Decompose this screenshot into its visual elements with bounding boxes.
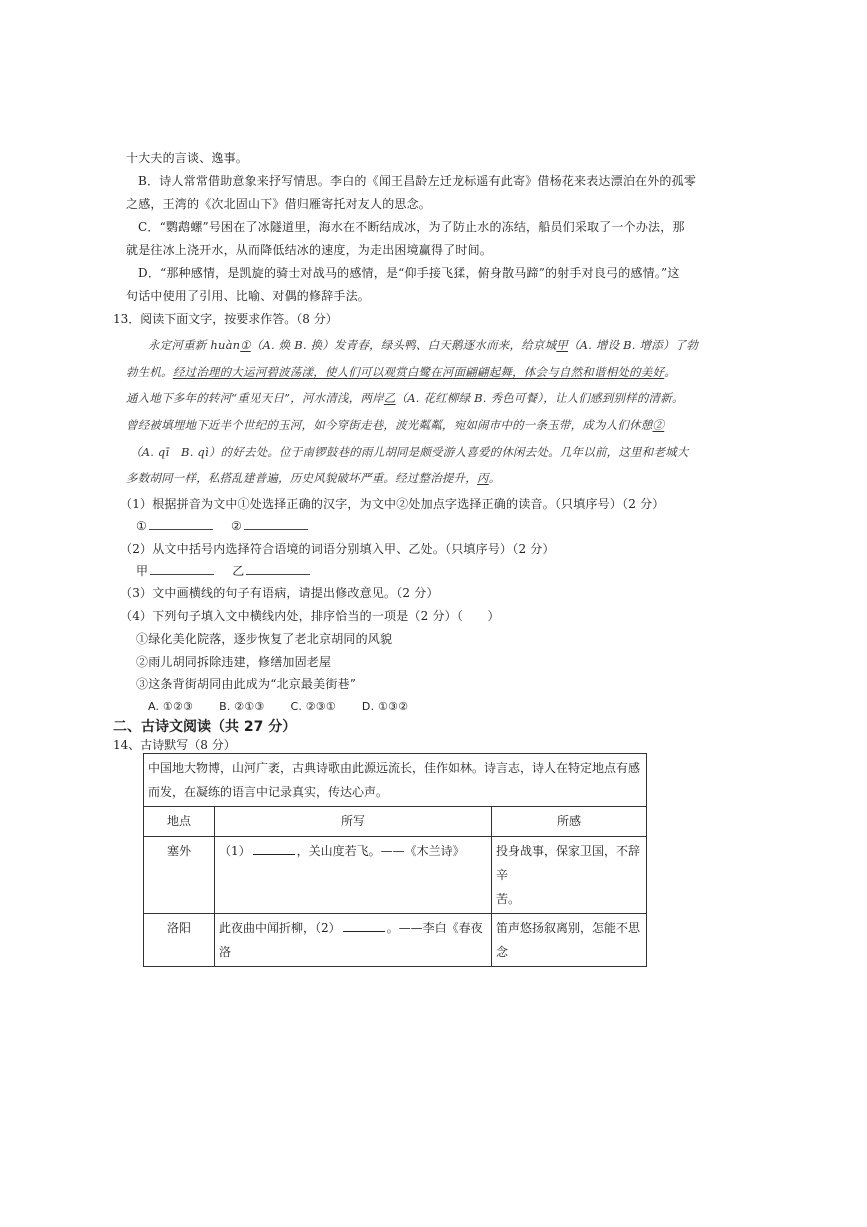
option-d-line-1: D．“那种感情，是凯旋的骑士对战马的感情，是“仰手接飞猱，俯身散马蹄”的射手对良弓的感情。”这 bbox=[138, 266, 680, 280]
option-c-line-1: C．“鹦鹉螺”号困在了冰隧道里，海水在不断结成冰，为了防止水的冻结，船员们采取了一个办法，那 bbox=[138, 220, 685, 234]
option-b-line-1: B．诗人常常借助意象来抒写情思。李白的《闻王昌龄左迁龙标遥有此寄》借杨花来表达漂泊在外的孤零 bbox=[138, 174, 697, 188]
passage-text: 通入地下多年的转河“重见天日”，河水清浅，两岸 bbox=[126, 391, 384, 405]
passage-text: 勃生机。 bbox=[126, 365, 173, 379]
row2-write-text: 。——李白《春夜洛 bbox=[219, 921, 483, 959]
passage-line bbox=[126, 365, 676, 379]
table-intro bbox=[144, 754, 647, 807]
sub-question-1: （1）根据拼音为文中①处选择正确的汉字，为文中②处加点字选择正确的读音。（只填序号）（2 分） bbox=[120, 497, 665, 511]
row2-write-text: 此夜曲中闻折柳，（2） bbox=[219, 921, 341, 935]
sub-question-3: （3）文中画横线的句子有语病，请提出修改意见。（2 分） bbox=[120, 586, 439, 600]
passage-text: 。 bbox=[488, 471, 501, 485]
passage-line bbox=[126, 418, 664, 432]
row1-write-text: （1） bbox=[219, 844, 251, 858]
intro-line: 中国地大物博，山河广袤，古典诗歌由此源远流长，佳作如林。诗言志，诗人在特定地点有感 bbox=[148, 761, 641, 775]
answer-label: ② bbox=[230, 519, 242, 533]
row1-feel-line: 苦。 bbox=[496, 892, 521, 906]
choice-b[interactable]: B. ②①③ bbox=[219, 700, 265, 713]
sub-question-4: （4）下列句子填入文中横线内处，排序恰当的一项是（2 分）（ ） bbox=[120, 609, 500, 623]
passage-line: （A. qī B. qì）的好去处。位于南锣鼓巷的雨儿胡同是颇受游人喜爱的休闲去处。几年以前，这里和老城大 bbox=[130, 445, 689, 459]
choice-a[interactable]: A. ①②③ bbox=[148, 700, 194, 713]
answer-blank[interactable] bbox=[149, 519, 213, 530]
choice-d[interactable]: D. ①③② bbox=[361, 700, 409, 713]
sentence-option-2: ②雨儿胡同拆除违建，修缮加固老屋 bbox=[136, 655, 332, 669]
answer-label: 乙 bbox=[232, 564, 245, 578]
sentence-option-3: ③这条背街胡同由此成为“北京最美街巷” bbox=[136, 677, 357, 691]
answer-blank[interactable] bbox=[246, 564, 310, 575]
sentence-option-1: ①绿化美化院落，逐步恢复了老北京胡同的风貌 bbox=[136, 632, 393, 646]
intro-line: 而发，在凝练的语言中记录真实，传达心声。 bbox=[148, 785, 389, 799]
blank-marker-jia: 甲 bbox=[556, 338, 568, 352]
header-feel: 所感 bbox=[492, 807, 647, 837]
answer-label: ① bbox=[136, 519, 147, 533]
passage-line bbox=[126, 391, 684, 405]
row2-write bbox=[215, 914, 492, 967]
option-c-line-2: 就是往冰上浇开水，从而降低结冰的速度，为走出困境赢得了时间。 bbox=[126, 243, 493, 257]
row1-write bbox=[215, 837, 492, 914]
faulty-sentence: 经过治理的大运河碧波荡漾，使人们可以观赏白鹭在河面翩翩起舞，体会与自然和谐相处的美好 bbox=[172, 365, 665, 379]
passage-line bbox=[126, 471, 500, 485]
question-13-title: 13．阅读下面文字，按要求作答。（8 分） bbox=[113, 312, 338, 326]
passage-text: （A. 花红柳绿 B. 秀色可餐），让人们感到别样的清新。 bbox=[395, 391, 684, 405]
text-line: 十大夫的言谈、逸事。 bbox=[126, 151, 249, 165]
answer-line-2 bbox=[136, 564, 310, 578]
passage-text: 多数胡同一样，私搭乱建普遍，历史风貌破坏严重。经过整治提升， bbox=[126, 471, 477, 485]
answer-blank[interactable] bbox=[244, 519, 308, 530]
answer-blank[interactable] bbox=[150, 564, 214, 575]
passage-text: 永定河重新 huàn bbox=[148, 338, 241, 352]
poem-table bbox=[143, 753, 647, 967]
choice-row bbox=[148, 700, 434, 714]
row2-feel: 笛声悠扬叙离别，怎能不思念 bbox=[492, 914, 647, 967]
choice-c[interactable]: C. ②③① bbox=[290, 700, 336, 713]
header-place: 地点 bbox=[144, 807, 215, 837]
fill-blank-2[interactable] bbox=[343, 919, 385, 932]
row1-feel-line: 投身战事，保家卫国，不辞辛 bbox=[496, 844, 641, 882]
blank-marker-bing: 丙 bbox=[477, 471, 489, 485]
section-2-title: 二、古诗文阅读（共 27 分） bbox=[113, 719, 297, 735]
answer-line-1 bbox=[136, 519, 308, 533]
passage-text: （A. 焕 B. 换）发青春，绿头鸭、白天鹅逐水而来，给京城 bbox=[250, 338, 557, 352]
question-14-title: 14、古诗默写（8 分） bbox=[113, 738, 236, 752]
row1-place: 塞外 bbox=[144, 837, 215, 914]
option-d-line-2: 句话中使用了引用、比喻、对偶的修辞手法。 bbox=[126, 289, 371, 303]
passage-text: 曾经被填埋地下近半个世纪的玉河，如今穿街走巷，波光粼粼，宛如闹市中的一条玉带，成为人们休憩 bbox=[126, 418, 653, 432]
blank-marker-2: ② bbox=[652, 418, 665, 432]
passage-text: 。 bbox=[664, 365, 676, 379]
blank-marker-1: ① bbox=[240, 338, 251, 352]
row2-place: 洛阳 bbox=[144, 914, 215, 967]
row1-feel bbox=[492, 837, 647, 914]
header-write: 所写 bbox=[215, 807, 492, 837]
fill-blank-1[interactable] bbox=[253, 842, 295, 855]
answer-label: 甲 bbox=[136, 564, 149, 578]
row1-write-text: ，关山度若飞。——《木兰诗》 bbox=[296, 844, 465, 858]
option-b-line-2: 之感，王湾的《次北固山下》借归雁寄托对友人的思念。 bbox=[126, 197, 432, 211]
blank-marker-yi: 乙 bbox=[383, 391, 396, 405]
passage-text: （A. 增设 B. 增添）了勃 bbox=[567, 338, 699, 352]
passage-line bbox=[148, 338, 698, 352]
sub-question-2: （2）从文中括号内选择符合语境的词语分别填入甲、乙处。（只填序号）（2 分） bbox=[120, 542, 555, 556]
